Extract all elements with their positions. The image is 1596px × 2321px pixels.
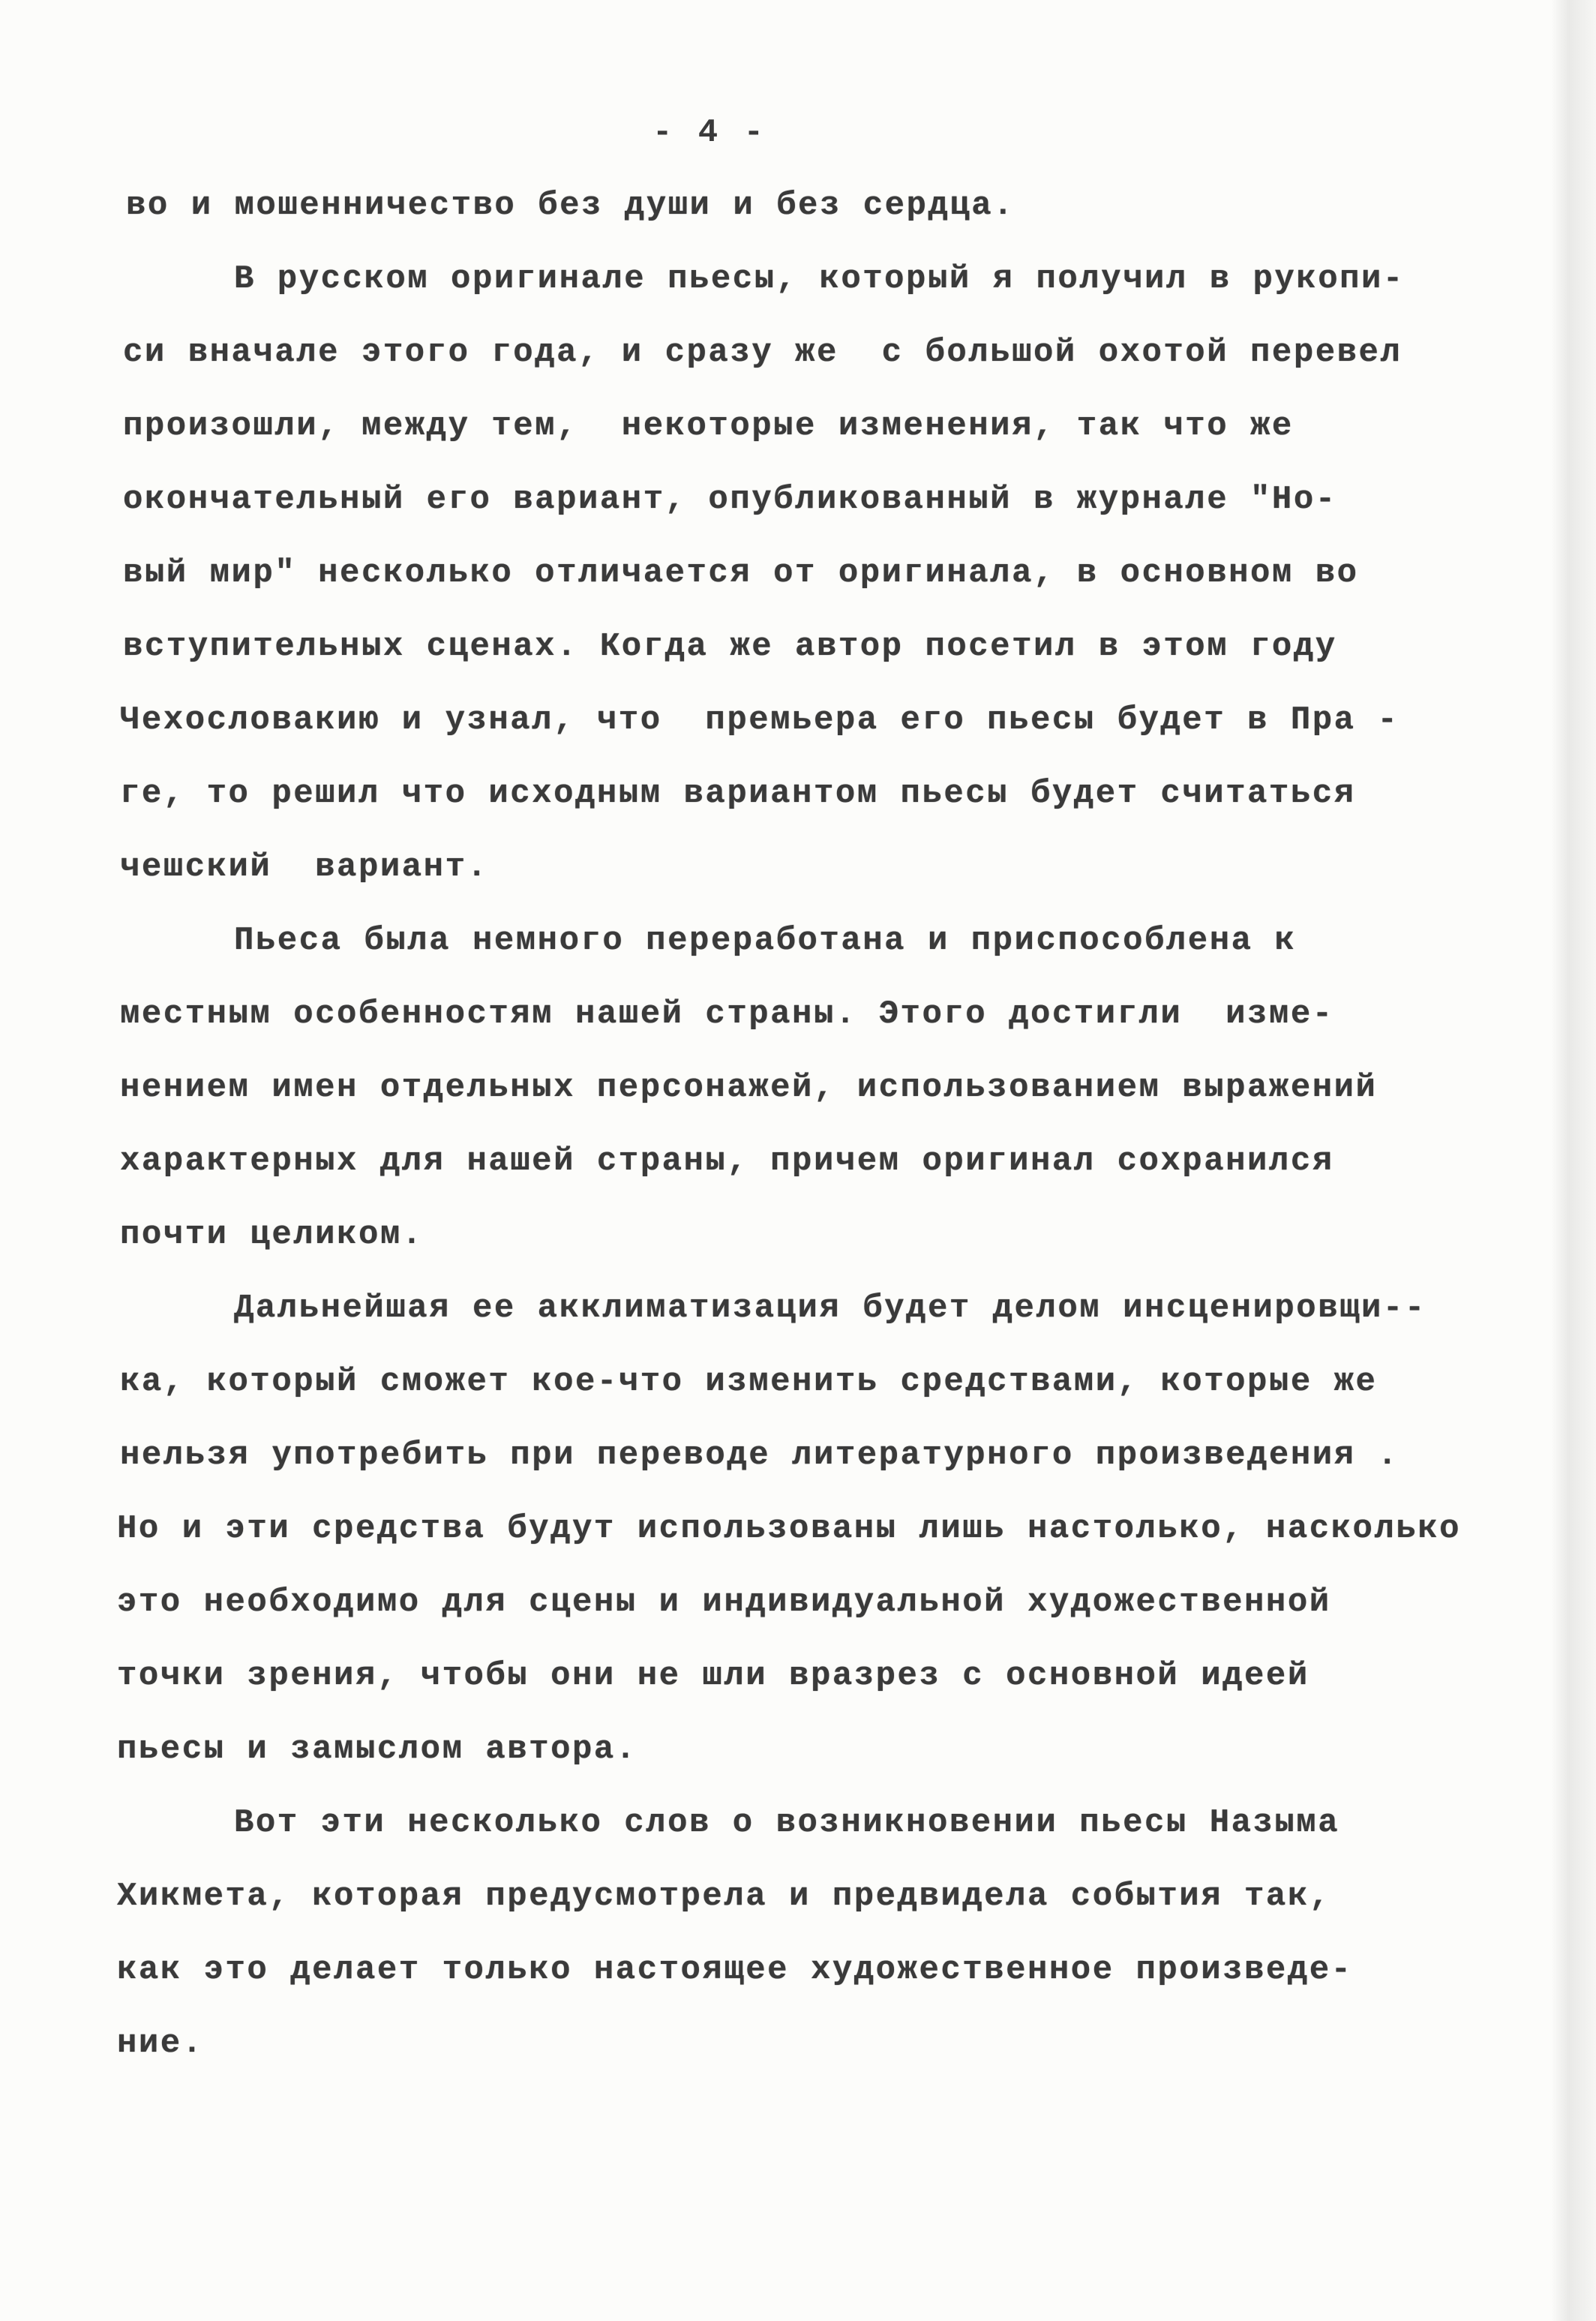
text-line: Вот эти несколько слов о возникновении пьесы Назыма xyxy=(234,1804,1340,1842)
text-line: характерных для нашей страны, причем оригинал сохранился xyxy=(120,1142,1334,1180)
show-through-texture xyxy=(195,2010,1410,2310)
text-line: ка, который сможет кое-что изменить средствами, которые же xyxy=(120,1363,1378,1401)
text-line: Чехословакию и узнал, что премьера его пьесы будет в Пра - xyxy=(120,701,1400,739)
text-line: нением имен отдельных персонажей, использованием выражений xyxy=(120,1069,1378,1106)
text-line: пьесы и замыслом автора. xyxy=(117,1731,638,1768)
text-line: Пьеса была немного переработана и приспособлена к xyxy=(234,922,1297,959)
text-line: окончательный его вариант, опубликованный в журнале "Но- xyxy=(123,481,1337,518)
text-line: вый мир" несколько отличается от оригинала, в основном во xyxy=(123,554,1359,592)
text-line: ге, то решил что исходным вариантом пьесы будет считаться xyxy=(120,775,1356,812)
text-line: чешский вариант. xyxy=(120,848,489,886)
text-line: произошли, между тем, некоторые изменения, так что же xyxy=(123,407,1294,445)
page-number: - 4 - xyxy=(652,114,767,152)
text-line: почти целиком. xyxy=(120,1216,424,1254)
text-line: вступительных сценах. Когда же автор посетил в этом году xyxy=(123,628,1337,665)
text-line: Но и эти средства будут использованы лишь настолько, насколько xyxy=(117,1510,1462,1548)
text-line: ние. xyxy=(117,2025,204,2062)
text-line: Дальнейшая ее акклиматизация будет делом инсценировщи-- xyxy=(234,1290,1426,1327)
text-line: во и мошенничество без души и без сердца. xyxy=(126,187,1016,224)
text-line: это необходимо для сцены и индивидуальной художественной xyxy=(117,1584,1331,1621)
text-line: как это делает только настоящее художественное произведе- xyxy=(117,1951,1353,1989)
text-line: точки зрения, чтобы они не шли вразрез с основной идеей xyxy=(117,1657,1310,1695)
text-line: Хикмета, которая предусмотрела и предвидела события так, xyxy=(117,1878,1331,1915)
text-line: местным особенностям нашей страны. Этого достигли изме- xyxy=(120,995,1334,1033)
scan-edge xyxy=(1551,0,1596,2321)
text-line: си вначале этого года, и сразу же с большой охотой перевел xyxy=(123,334,1402,371)
text-line: нельзя употребить при переводе литературного произведения . xyxy=(120,1437,1400,1474)
text-line: В русском оригинале пьесы, который я получил в рукопи- xyxy=(234,260,1405,298)
